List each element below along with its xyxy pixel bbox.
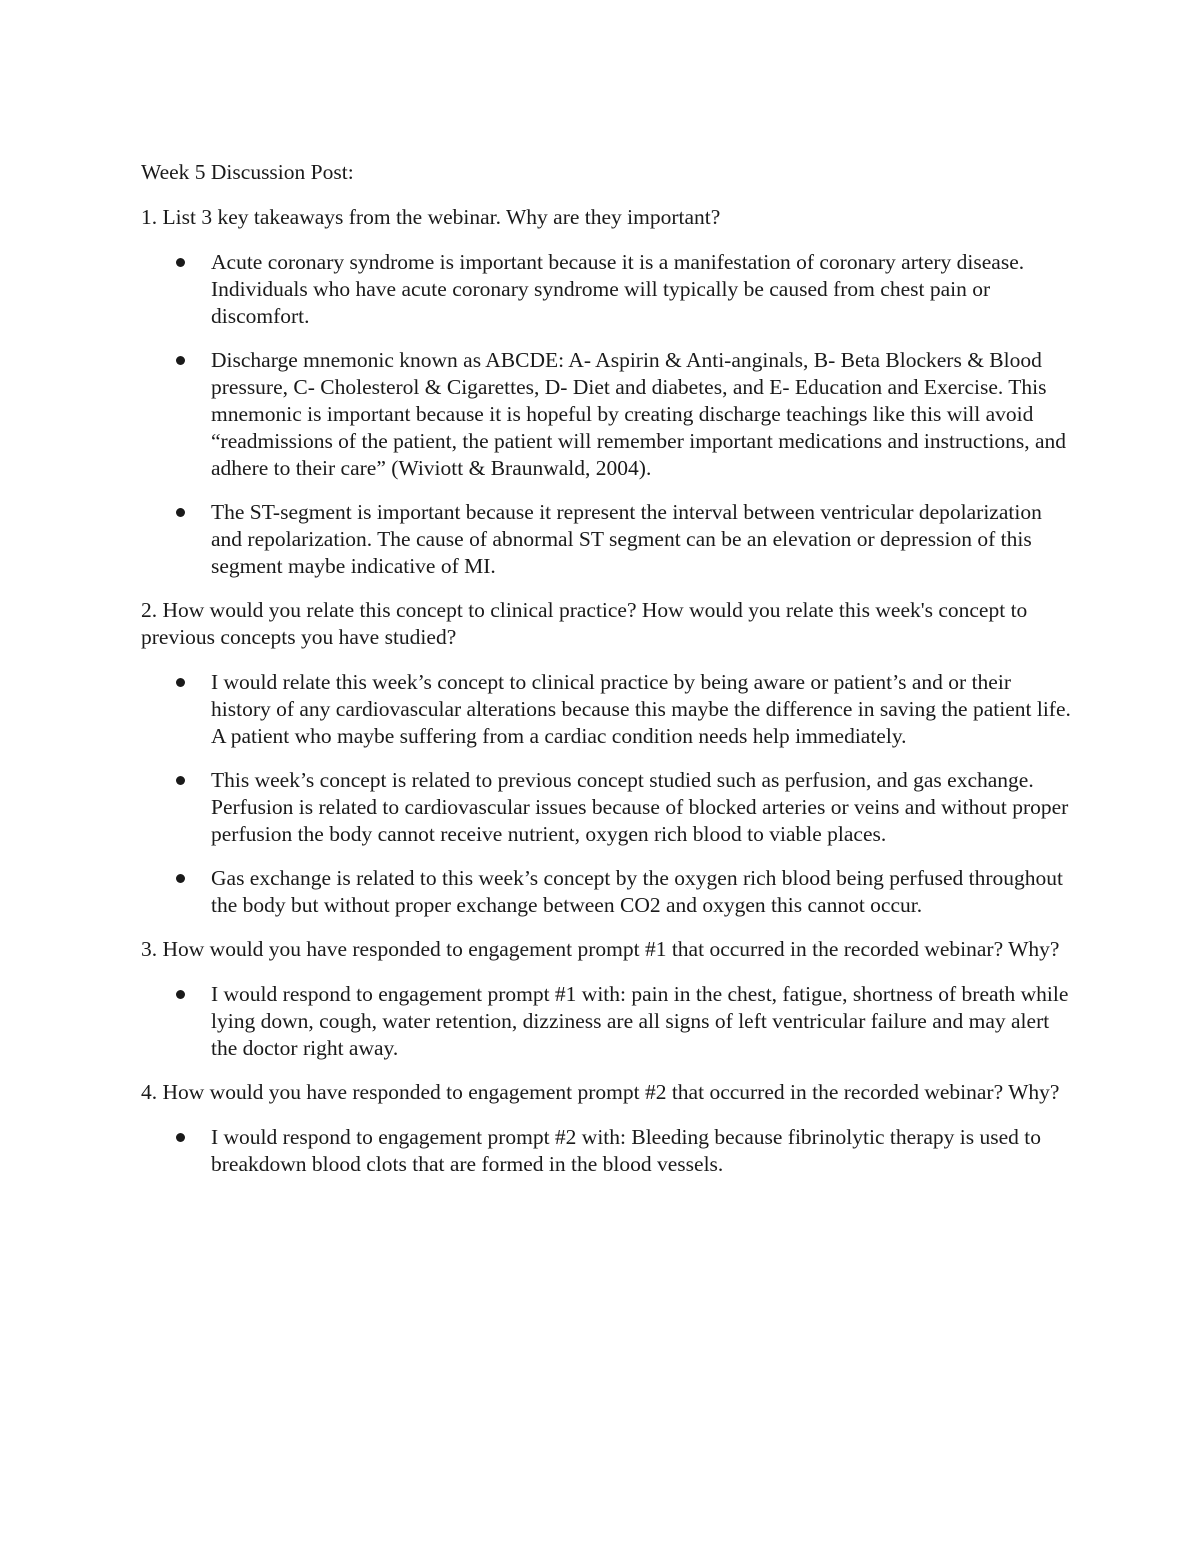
answer-list-4 [141,1124,1071,1178]
bullet-icon [176,508,185,517]
section-3 [141,936,1071,1062]
answer-text: Acute coronary syndrome is important because it is a manifestation of coronary artery disease. Individuals who have acute coronary syndrome will typically be caused from chest pain or discomfort. [211,250,1025,328]
question-4: 4. How would you have responded to engagement prompt #2 that occurred in the recorded webinar? Why? [141,1080,1060,1104]
section-4 [141,1079,1071,1178]
question-2: 2. How would you relate this concept to clinical practice? How would you relate this week's concept to previous concepts you have studied? [141,598,1028,649]
answer-list-2 [141,669,1071,919]
question-3: 3. How would you have responded to engagement prompt #1 that occurred in the recorded webinar? Why? [141,937,1060,961]
answer-text: I would respond to engagement prompt #2 with: Bleeding because fibrinolytic therapy is used to breakdown blood clots that are formed in the blood vessels. [211,1125,1041,1176]
bullet-icon [176,776,185,785]
bullet-icon [176,1133,185,1142]
answer-text: I would relate this week’s concept to clinical practice by being aware or patient’s and or their history of any cardiovascular alterations because this maybe the difference in saving the patient life. A patient who maybe suffering from a cardiac condition needs help immediately. [211,670,1071,748]
answer-item [141,767,1071,848]
answer-text: I would respond to engagement prompt #1 with: pain in the chest, fatigue, shortness of breath while lying down, cough, water retention, dizziness are all signs of left ventricular failure and may alert the doctor right away. [211,982,1069,1060]
answer-list-1 [141,249,1071,580]
section-2 [141,597,1071,919]
answer-item [141,1124,1071,1178]
answer-item [141,669,1071,750]
bullet-icon [176,356,185,365]
answer-text: The ST-segment is important because it represent the interval between ventricular depolarization and repolarization. The cause of abnormal ST segment can be an elevation or depression of this segment maybe indicative of MI. [211,500,1042,578]
answer-item [141,499,1071,580]
bullet-icon [176,678,185,687]
document-page [141,159,1071,1195]
answer-list-3 [141,981,1071,1062]
answer-text: This week’s concept is related to previous concept studied such as perfusion, and gas exchange. Perfusion is related to cardiovascular issues because of blocked arteries or veins and without proper perfusion the body cannot receive nutrient, oxygen rich blood to viable places. [211,768,1069,846]
answer-text: Discharge mnemonic known as ABCDE: A- Aspirin & Anti-anginals, B- Beta Blockers & Blood pressure, C- Cholesterol & Cigarettes, D- Diet and diabetes, and E- Education and Exercise. This mnemonic is important because it is hopeful by creating discharge teachings like this will avoid “readmissions of the patient, the patient will remember important medications and instructions, and adhere to their care” (Wiviott & Braunwald, 2004). [211,348,1067,480]
bullet-icon [176,874,185,883]
bullet-icon [176,258,185,267]
answer-text: Gas exchange is related to this week’s concept by the oxygen rich blood being perfused throughout the body but without proper exchange between CO2 and oxygen this cannot occur. [211,866,1064,917]
bullet-icon [176,990,185,999]
answer-item [141,347,1071,482]
answer-item [141,981,1071,1062]
question-1: 1. List 3 key takeaways from the webinar. Why are they important? [141,205,721,229]
document-title: Week 5 Discussion Post: [141,160,354,184]
answer-item [141,249,1071,330]
section-1 [141,204,1071,580]
answer-item [141,865,1071,919]
